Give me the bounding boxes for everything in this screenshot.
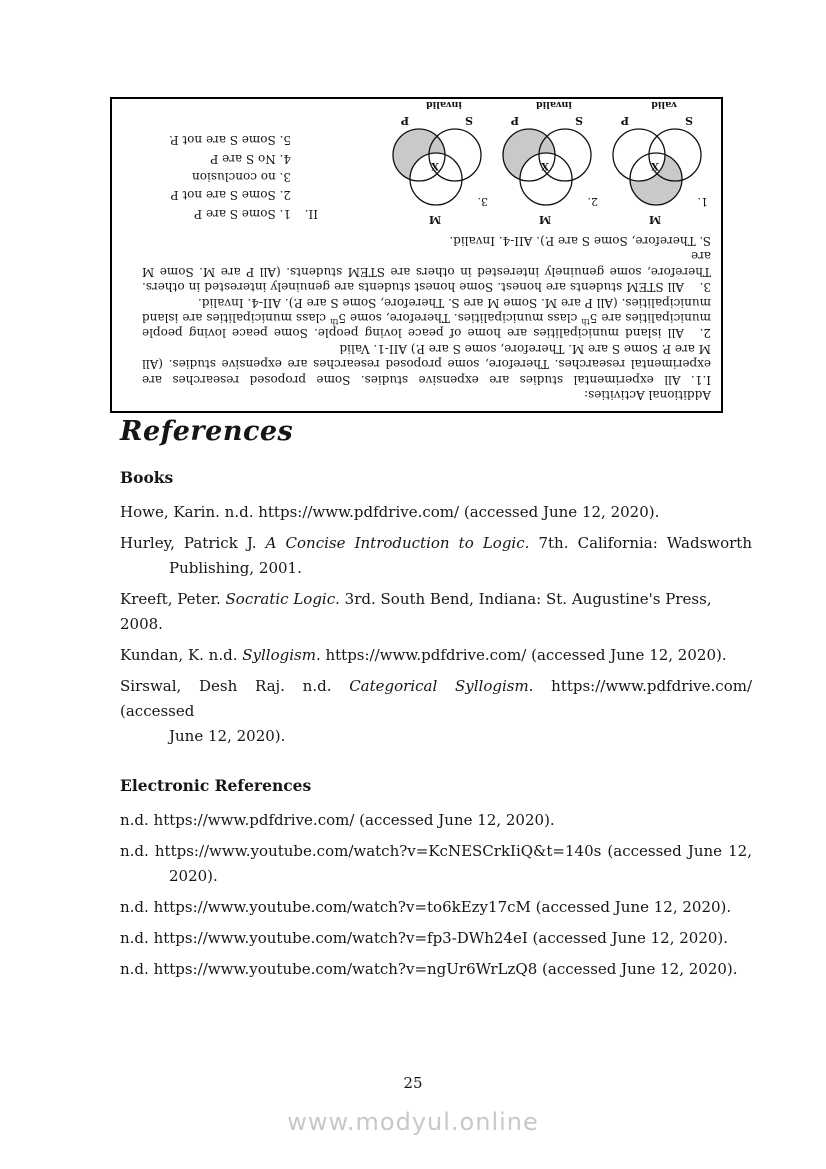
- reference-text: n.d. https://www.pdfdrive.com/ (accessed June 12, 2020).: [120, 811, 555, 829]
- reference-text: n.d. https://www.youtube.com/watch?v=ngUr6WrLzQ8 (accessed June 12, 2020).: [120, 960, 738, 978]
- activity-text: Therefore, some genuinely interested in others are STEM students. (All P are M. Some M are: [142, 249, 711, 279]
- conclusion-text: 5. Some S are not P.: [169, 133, 291, 148]
- reference-text: Sirswal, Desh Raj. n.d.: [120, 677, 350, 695]
- activity-text: All STEM students are honest. Some honest students are genuinely interested in others.: [142, 280, 684, 295]
- reference-line: [120, 895, 752, 920]
- book-entry-hurley: [120, 531, 752, 581]
- x-mark: X: [541, 159, 549, 171]
- activity-text: All island municipalities are home of peace loving people. Some peace loving people: [142, 326, 684, 341]
- activity-text: I.1. All experimental studies are expensive studies. Some proposed researches are: [142, 372, 711, 387]
- reference-line: [120, 587, 752, 637]
- reference-text: Publishing, 2001.: [169, 559, 302, 577]
- reference-line: [120, 643, 752, 668]
- reference-line: [120, 839, 752, 864]
- venn-diagram-3: [387, 97, 497, 229]
- book-entry-kreeft: [120, 587, 752, 637]
- conclusion-text: 4. No S are P: [210, 151, 291, 166]
- electronic-references-heading: Electronic References: [120, 776, 312, 795]
- answer-key-box: [110, 97, 723, 413]
- activity-number: 3.: [699, 280, 711, 295]
- m-circle-label: M: [428, 212, 442, 226]
- reference-text: 7th. California: Wadsworth: [529, 534, 752, 552]
- activity-item-2-line-1: [142, 325, 711, 340]
- activity-item-1-line-1: [142, 371, 711, 386]
- activity-item-2-line-2: [142, 310, 711, 325]
- electronic-entry-3: [120, 895, 752, 920]
- electronic-entry-5: [120, 957, 752, 982]
- electronic-entry-2: [120, 839, 752, 889]
- reference-line: [120, 674, 752, 724]
- venn-and-conclusions-row: [142, 97, 717, 229]
- diagram-number: 1.: [697, 194, 708, 208]
- activities-title: Additional Activities:: [584, 388, 711, 402]
- conclusion-item: [169, 204, 318, 222]
- reference-line: [120, 957, 752, 982]
- venn-diagram-2: [497, 97, 607, 229]
- activity-text: experimental researches. Therefore, some proposed researches are expensive studies. (All: [142, 357, 711, 372]
- conclusion-text: 1. Some S are P: [194, 206, 291, 221]
- electronic-entry-4: [120, 926, 752, 951]
- x-mark: X: [431, 159, 439, 171]
- reference-line-continuation: [120, 864, 752, 889]
- s-circle-label: S: [465, 113, 473, 127]
- conclusions-prefix: II.: [304, 206, 318, 221]
- additional-activities-section: [142, 233, 711, 402]
- reference-text: n.d. https://www.youtube.com/watch?v=fp3-DWh24eI (accessed June 12, 2020).: [120, 929, 729, 947]
- reference-text: 3rd. South Bend, Indiana: St. Augustine's Press, 2008.: [120, 590, 712, 633]
- p-circle-label: P: [620, 113, 630, 127]
- reference-line: [120, 531, 752, 556]
- books-heading: Books: [120, 468, 174, 487]
- conclusion-item: [169, 168, 318, 186]
- activity-text: S. Therefore, Some S are P.). AII-4. Invalid.: [449, 233, 711, 248]
- activity-text: class municipalities are island: [141, 310, 331, 325]
- s-circle-label: S: [685, 113, 693, 127]
- reference-text: Howe, Karin. n.d. https://www.pdfdrive.com/ (accessed June 12, 2020).: [120, 503, 660, 521]
- x-mark: X: [651, 159, 659, 171]
- activity-text: municipalities are 5: [589, 310, 711, 325]
- activity-item-3-line-1: [142, 279, 711, 294]
- reference-line: [120, 926, 752, 951]
- activity-item-3-line-2: [142, 248, 711, 279]
- conclusion-item: [169, 131, 318, 149]
- reference-line-continuation: [120, 724, 752, 749]
- reference-text: June 12, 2020).: [169, 727, 286, 745]
- reference-text: Hurley, Patrick J.: [120, 534, 266, 552]
- conclusion-text: 2. Some S are not P: [170, 188, 291, 203]
- book-title-italic: A Concise Introduction to Logic.: [265, 534, 530, 552]
- m-circle-label: M: [648, 212, 662, 226]
- book-title-italic: Categorical Syllogism.: [349, 677, 534, 695]
- electronic-entry-1: [120, 808, 752, 833]
- reference-line-continuation: [120, 556, 752, 581]
- superscript-th: th: [581, 316, 590, 326]
- activity-text: class municipalities. Therefore, some 5: [338, 310, 582, 325]
- venn-diagram-1: [607, 97, 717, 229]
- reference-text: n.d. https://www.youtube.com/watch?v=to6kEzy17cM (accessed June 12, 2020).: [120, 898, 732, 916]
- conclusion-item: [169, 186, 318, 204]
- references-section: [120, 416, 752, 988]
- references-heading: References: [120, 416, 294, 447]
- reference-text: 2020).: [169, 867, 218, 885]
- diagram-number: 2.: [587, 194, 598, 208]
- book-entry-howe: [120, 500, 752, 525]
- page-number: 25: [403, 1074, 423, 1092]
- book-title-italic: Socratic Logic.: [225, 590, 340, 608]
- s-circle-label: S: [575, 113, 583, 127]
- p-circle-label: P: [400, 113, 410, 127]
- activity-item-2-line-3: [142, 294, 711, 309]
- reference-line: [120, 500, 752, 525]
- superscript-th: th: [330, 316, 339, 326]
- reference-text: Kundan, K. n.d.: [120, 646, 243, 664]
- reference-text: https://www.pdfdrive.com/ (accessed: [120, 677, 753, 720]
- activity-text: M are P. Some S are M. Therefore, some S are P.) AII-1. Valid: [339, 341, 711, 356]
- activity-text: municipalities. (All P are M. Some M are S. Therefore, Some S are P.). AII-4. Invalid.: [197, 295, 711, 310]
- book-entry-kundan: [120, 643, 752, 668]
- conclusions-list: [169, 131, 318, 222]
- activity-item-1-line-3: [142, 340, 711, 355]
- verdict-label: valid: [651, 98, 677, 110]
- reference-text: https://www.pdfdrive.com/ (accessed June 12, 2020).: [320, 646, 727, 664]
- reference-line: [120, 808, 752, 833]
- book-title-italic: Syllogism.: [242, 646, 321, 664]
- book-entry-sirswal: [120, 674, 752, 749]
- activity-item-1-line-2: [142, 356, 711, 371]
- reference-text: n.d. https://www.youtube.com/watch?v=KcNESCrkIiQ&t=140s (accessed June 12,: [120, 842, 752, 860]
- p-circle-label: P: [510, 113, 520, 127]
- activity-item-3-line-3: [142, 233, 711, 248]
- m-circle-label: M: [538, 212, 552, 226]
- verdict-label: invalid: [535, 98, 573, 110]
- answer-key-flipped-content: [112, 99, 721, 411]
- watermark: www.modyul.online: [287, 1108, 539, 1136]
- verdict-label: invalid: [425, 98, 463, 110]
- diagram-number: 3.: [477, 194, 488, 208]
- venn-diagrams-row: [387, 97, 717, 229]
- conclusion-item: [169, 149, 318, 167]
- activity-number: 2.: [699, 326, 711, 341]
- reference-text: Kreeft, Peter.: [120, 590, 226, 608]
- conclusion-text: 3. no conclusion: [192, 169, 291, 184]
